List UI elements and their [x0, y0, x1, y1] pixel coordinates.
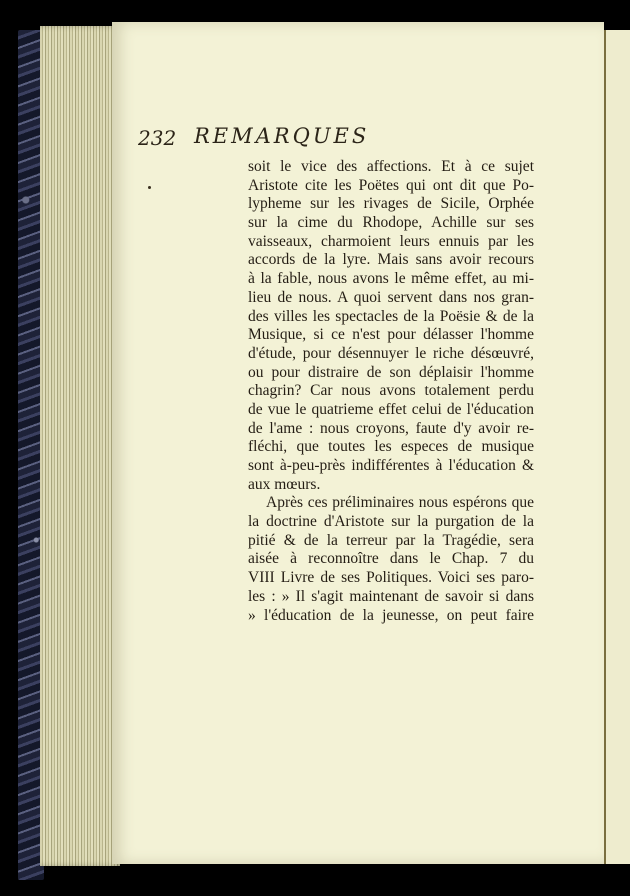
text-line: de vue le quatrieme effet celui de l'éducation [248, 400, 534, 418]
text-line: aisée à reconnoître dans le Chap. 7 du [248, 550, 534, 568]
text-line: la doctrine d'Aristote sur la purgation de la [248, 513, 534, 531]
ink-speck [148, 186, 151, 189]
page-number: 232 [138, 126, 177, 150]
text-line: lypheme sur les rivages de Sicile, Orphée [248, 195, 534, 213]
text-line: accords de la lyre. Mais sans avoir recours [248, 251, 534, 269]
text-line: fléchi, que toutes les especes de musique [248, 438, 534, 456]
stacked-page-edges [40, 26, 120, 866]
text-line: Musique, si ce n'est pour délasser l'homme [248, 326, 534, 344]
text-line: VIII Livre de ses Politiques. Voici ses paro- [248, 569, 534, 587]
text-line: Après ces préliminaires nous espérons que [266, 494, 534, 512]
text-line: aux mœurs. [248, 475, 321, 493]
text-line: soit le vice des affections. Et à ce sujet [248, 158, 534, 175]
text-line: Aristote cite les Poëtes qui ont dit que Po- [248, 176, 534, 194]
text-line: les : » Il s'agit maintenant de savoir si dans [248, 587, 534, 605]
text-line: vaisseaux, charmoient leurs ennuis par les [248, 232, 534, 250]
running-head: REMARQUES [194, 124, 370, 148]
text-line: pitié & de la terreur par la Tragédie, sera [248, 531, 534, 549]
text-line: ou pour distraire de son déplaisir l'homme [248, 363, 534, 381]
text-line: de l'ame : nous croyons, faute d'y avoir re- [248, 419, 534, 437]
text-line: des villes les spectacles de la Poësie & de la [248, 307, 534, 325]
body-text [248, 158, 534, 625]
facing-page-edge [604, 30, 630, 864]
text-line: sur la cime du Rhodope, Achille sur ses [248, 214, 534, 232]
text-line: chagrin? Car nous avons totalement perdu [248, 382, 534, 400]
text-line: sont à-peu-près indifférentes à l'éducation & [248, 457, 534, 474]
page-header [138, 118, 538, 148]
text-line: d'étude, pour désennuyer le riche désœuvré, [248, 344, 534, 362]
text-line: lieu de nous. A quoi servent dans nos gran- [248, 288, 534, 306]
text-line: » l'éducation de la jeunesse, on peut faire [248, 606, 534, 624]
text-line: à la fable, nous avons le même effet, au mi- [248, 270, 534, 288]
